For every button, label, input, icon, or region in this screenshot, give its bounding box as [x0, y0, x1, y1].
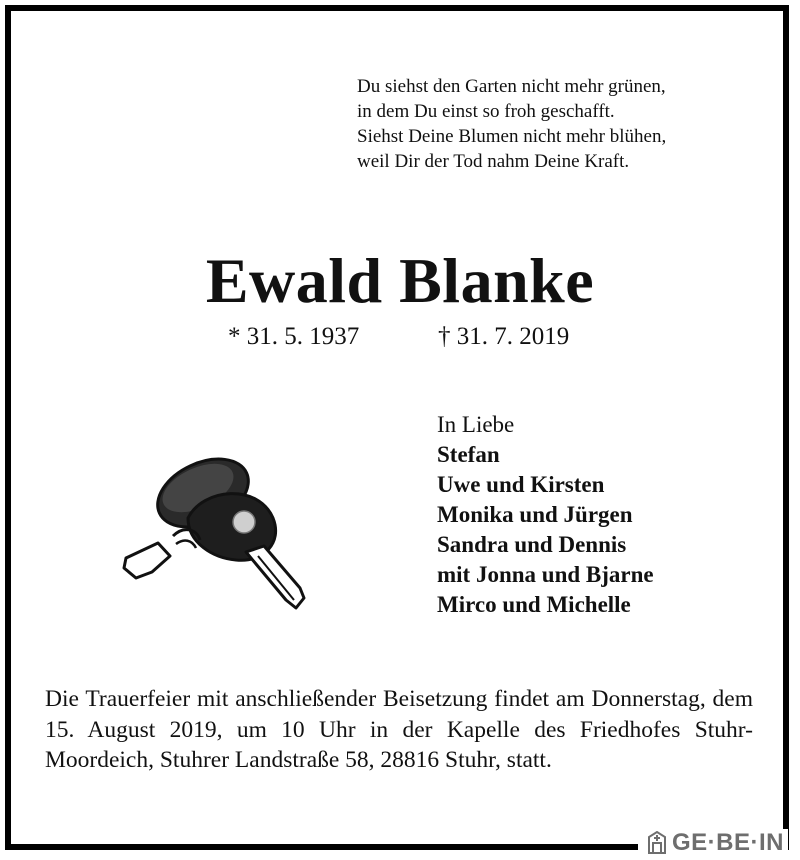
mourner-name: Stefan — [437, 442, 500, 467]
poem-line: Du siehst den Garten nicht mehr grünen, — [357, 76, 666, 97]
birth-date: * 31. 5. 1937 — [228, 323, 360, 350]
deceased-name: Ewald Blanke — [205, 245, 595, 316]
mourner-name: Mirco und Michelle — [437, 592, 631, 617]
gebein-logo-text: GE·BE·IN — [672, 829, 784, 856]
table-tennis-paddle-icon — [118, 448, 308, 618]
mourner-name: mit Jonna und Bjarne — [437, 562, 654, 587]
poem — [357, 74, 777, 174]
gebein-logo-icon — [646, 831, 668, 855]
mourner-name: Sandra und Dennis — [437, 532, 627, 557]
mourners-intro: In Liebe — [437, 412, 515, 437]
poem-line: in dem Du einst so froh geschafft. — [357, 101, 615, 122]
mourner-name: Uwe und Kirsten — [437, 472, 605, 497]
mourners-block — [437, 410, 654, 620]
poem-line: Siehst Deine Blumen nicht mehr blühen, — [357, 126, 667, 147]
mourner-name: Monika und Jürgen — [437, 502, 633, 527]
poem-line: weil Dir der Tod nahm Deine Kraft. — [357, 151, 630, 172]
gebein-badge — [638, 829, 788, 857]
death-date: † 31. 7. 2019 — [438, 323, 570, 350]
funeral-notice: Die Trauerfeier mit anschließender Beisetzung findet am Donnerstag, dem 15. August 2019, um 10 Uhr in der Kapelle des Friedhofes Stuhr-Moordeich, Stuhrer Landstraße 58, 28816 Stuhr, statt. — [45, 686, 753, 773]
